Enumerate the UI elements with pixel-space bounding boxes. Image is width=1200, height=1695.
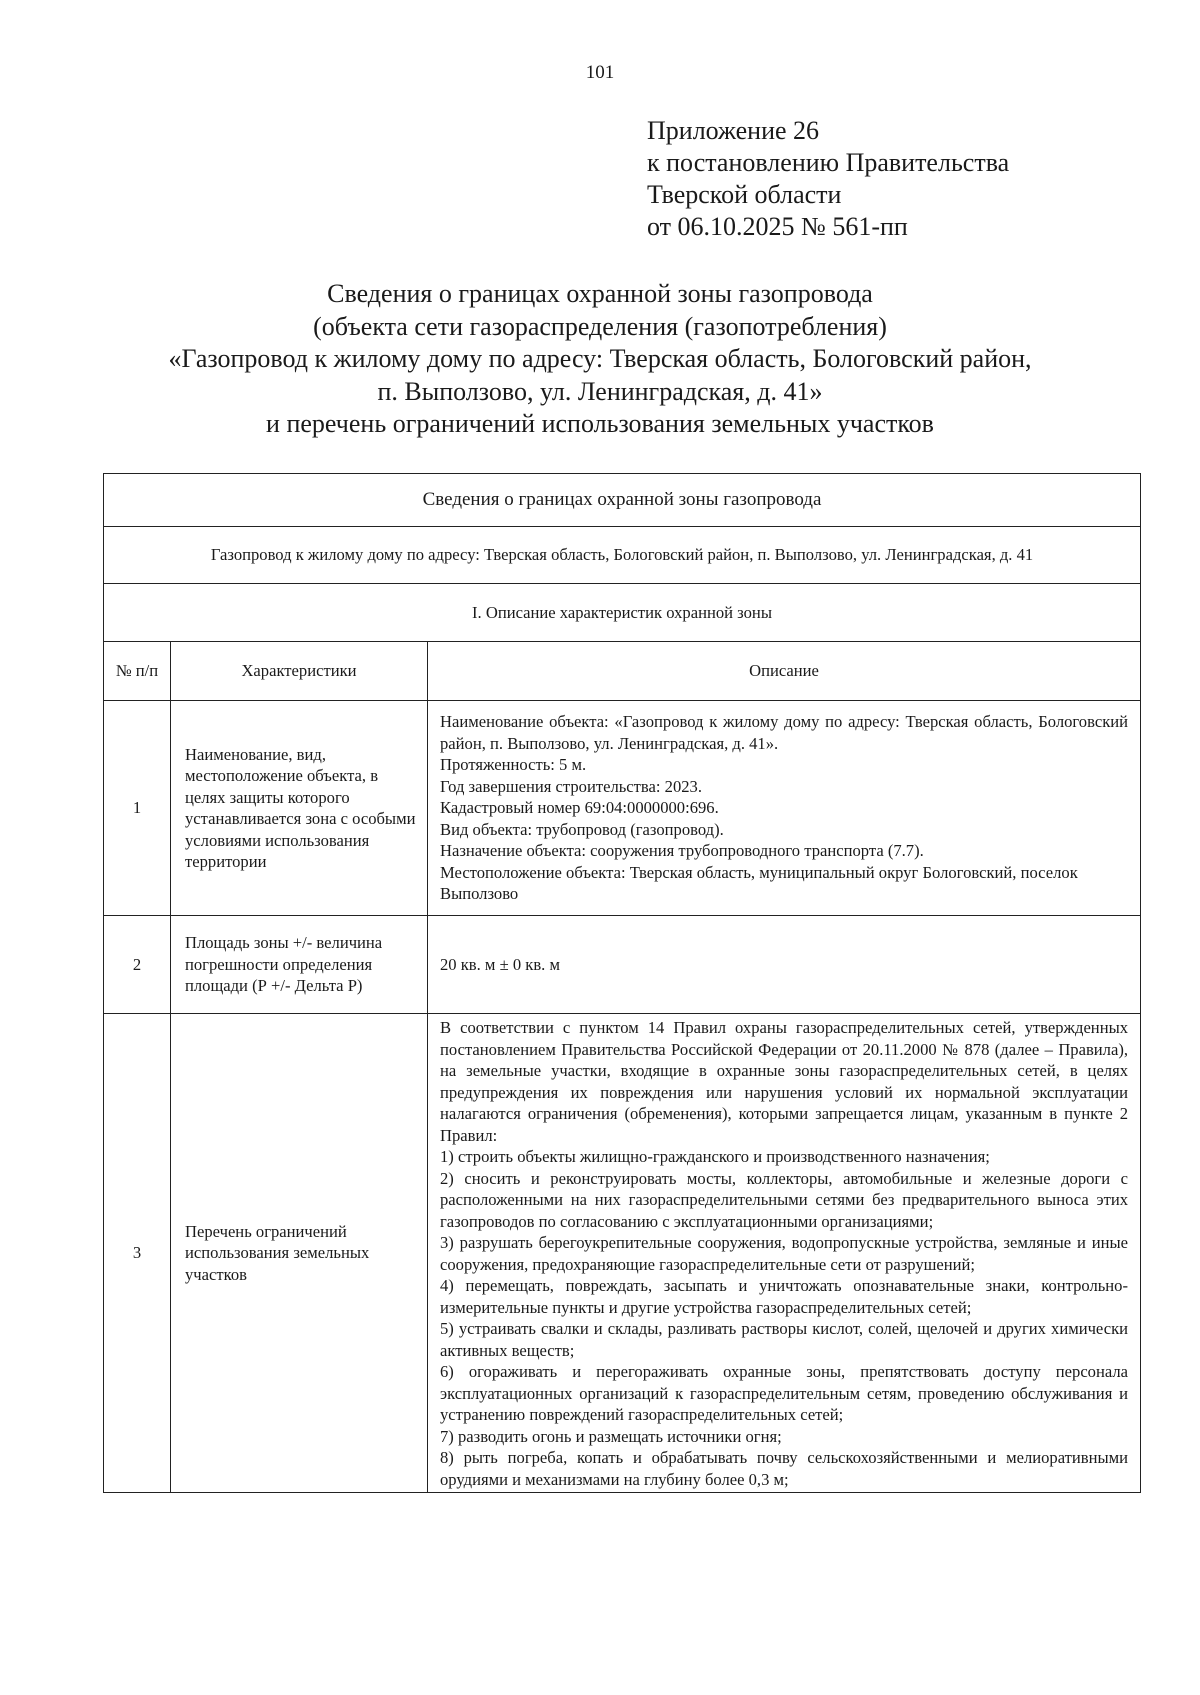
row-number: 1 bbox=[104, 701, 171, 916]
appendix-line: Приложение 26 bbox=[647, 116, 820, 145]
section-title: I. Описание характеристик охранной зоны bbox=[104, 584, 1141, 642]
title-line: и перечень ограничений использования земельных участков bbox=[266, 409, 934, 438]
restriction-item: 2) сносить и реконструировать мосты, коллекторы, автомобильные и железные дороги с расположенными на них газораспределительными сетями без предварительного выноса этих газопроводов по согласованию с эксплуатационными организациями; bbox=[440, 1168, 1129, 1231]
row-number: 3 bbox=[104, 1014, 171, 1493]
row-description bbox=[428, 1014, 1141, 1493]
row-characteristic: Площадь зоны +/- величина погрешности определения площади (Р +/- Дельта Р) bbox=[171, 916, 428, 1014]
row-description bbox=[428, 701, 1141, 916]
restriction-item: 4) перемещать, повреждать, засыпать и уничтожать опознавательные знаки, контрольно-измерительные пункты и другие устройства газораспределительных сетей; bbox=[440, 1276, 1129, 1317]
zone-table bbox=[103, 473, 1141, 1493]
restriction-item: 5) устраивать свалки и склады, разливать растворы кислот, солей, щелочей и других химически активных веществ; bbox=[440, 1319, 1129, 1360]
description-line: Наименование объекта: «Газопровод к жилому дому по адресу: Тверская область, Бологовский район, п. Выползово, ул. Ленинградская, д. 41». bbox=[440, 712, 1129, 753]
description-line: Назначение объекта: сооружения трубопроводного транспорта (7.7). bbox=[440, 841, 924, 861]
row-description: 20 кв. м ± 0 кв. м bbox=[428, 916, 1141, 1014]
table-header: Сведения о границах охранной зоны газопровода bbox=[104, 474, 1141, 527]
table-row bbox=[104, 916, 1141, 1014]
appendix-line: Тверской области bbox=[647, 180, 842, 209]
page-number: 101 bbox=[585, 62, 615, 83]
col-header-description: Описание bbox=[428, 642, 1141, 701]
row-characteristic: Наименование, вид, местоположение объекта, в целях защиты которого устанавливается зона с особыми условиями использования территории bbox=[171, 701, 428, 916]
object-name: Газопровод к жилому дому по адресу: Тверская область, Бологовский район, п. Выползово, ул. Ленинградская, д. 41 bbox=[104, 527, 1141, 584]
appendix-line: от 06.10.2025 № 561-пп bbox=[647, 212, 908, 241]
row-number: 2 bbox=[104, 916, 171, 1014]
col-header-characteristics: Характеристики bbox=[171, 642, 428, 701]
title-line: (объекта сети газораспределения (газопотребления) bbox=[313, 311, 887, 341]
column-header-row bbox=[104, 642, 1141, 701]
table-row bbox=[104, 701, 1141, 916]
title-line: Сведения о границах охранной зоны газопровода bbox=[327, 279, 873, 308]
restriction-item: 3) разрушать берегоукрепительные сооружения, водопропускные устройства, земляные и иные сооружения, предохраняющие газораспределительные сети от разрушений; bbox=[440, 1233, 1129, 1274]
restriction-intro: В соответствии с пунктом 14 Правил охраны газораспределительных сетей, утвержденных постановлением Правительства Российской Федерации от 20.11.2000 № 878 (далее – Правила), на земельные участки, входящие в охранные зоны газораспределительных сетей, в целях предупреждения их повреждения или нарушения условий их нормальной эксплуатации налагаются ограничения (обременения), которыми запрещается лицам, указанным в пункте 2 Правил: bbox=[440, 1018, 1129, 1145]
restriction-item: 7) разводить огонь и размещать источники огня; bbox=[440, 1426, 782, 1446]
description-line: Местоположение объекта: Тверская область, муниципальный округ Бологовский, поселок Выползово bbox=[440, 862, 1078, 904]
document-title bbox=[60, 278, 1140, 441]
description-line: Кадастровый номер 69:04:0000000:696. bbox=[440, 798, 719, 818]
description-line: Год завершения строительства: 2023. bbox=[440, 776, 702, 796]
row-characteristic: Перечень ограничений использования земельных участков bbox=[171, 1014, 428, 1493]
restriction-item: 8) рыть погреба, копать и обрабатывать почву сельскохозяйственными и мелиоративными орудиями и механизмами на глубину более 0,3 м; bbox=[440, 1448, 1129, 1489]
appendix-line: к постановлению Правительства bbox=[647, 148, 1010, 177]
title-line: п. Выползово, ул. Ленинградская, д. 41» bbox=[377, 376, 823, 406]
col-header-num: № п/п bbox=[104, 642, 171, 701]
appendix-block bbox=[647, 115, 1009, 243]
description-line: Вид объекта: трубопровод (газопровод). bbox=[440, 819, 724, 839]
title-line: «Газопровод к жилому дому по адресу: Тверская область, Бологовский район, bbox=[168, 344, 1032, 373]
description-line: Протяженность: 5 м. bbox=[440, 755, 587, 775]
restriction-item: 6) огораживать и перегораживать охранные зоны, препятствовать доступу персонала эксплуатационных организаций к газораспределительным сетям, проведению обслуживания и устранению повреждений газораспределительных сетей; bbox=[440, 1362, 1129, 1424]
table-row bbox=[104, 1014, 1141, 1493]
restriction-item: 1) строить объекты жилищно-гражданского и производственного назначения; bbox=[440, 1147, 990, 1166]
